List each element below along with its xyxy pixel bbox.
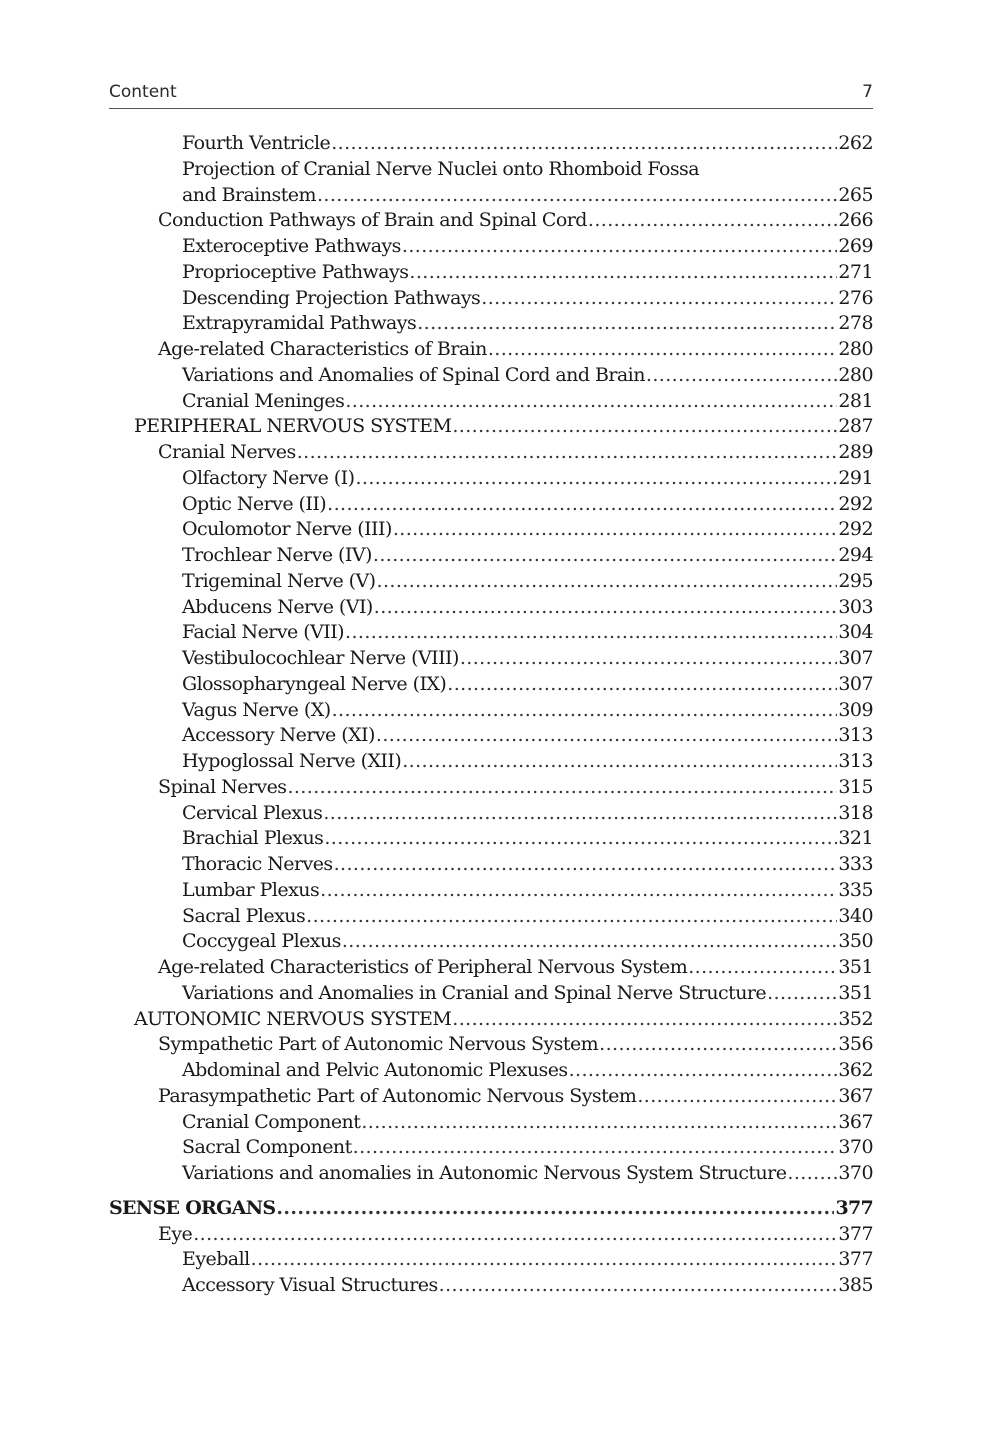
toc-entry: [109, 723, 873, 749]
toc-entry: [109, 1058, 873, 1084]
toc-entry-title: Glossopharyngeal Nerve (IX): [182, 672, 447, 695]
toc-entry-page: 303: [838, 595, 873, 618]
toc-entry: [109, 414, 873, 440]
toc-entry-title: Variations and Anomalies of Spinal Cord and Brain: [182, 363, 645, 386]
dot-leader: [355, 466, 837, 492]
dot-leader: [193, 1222, 837, 1248]
page-number: 7: [862, 82, 873, 102]
dot-leader: [377, 569, 838, 595]
toc-entry-title: Age-related Characteristics of Brain: [158, 338, 487, 360]
toc-entry: [109, 157, 873, 183]
toc-entry: [109, 646, 873, 672]
toc-entry-page: 266: [838, 209, 873, 232]
toc-entry-title: Sacral Plexus: [182, 904, 306, 927]
toc-entry-title: Cranial Component: [182, 1110, 361, 1133]
toc-entry: [109, 1135, 873, 1161]
toc-entry-page: 367: [838, 1110, 873, 1133]
toc-entry-title: Extrapyramidal Pathways: [182, 312, 417, 335]
toc-entry-title: Sympathetic Part of Autonomic Nervous System: [158, 1033, 599, 1056]
toc-entry: [109, 363, 873, 389]
toc-entry: [109, 698, 873, 724]
toc-entry-page: 291: [838, 466, 873, 489]
toc-entry: [109, 1110, 873, 1136]
toc-entry-page: 321: [838, 827, 873, 850]
dot-leader: [287, 775, 837, 801]
dot-leader: [306, 904, 837, 930]
toc-entry-title: Descending Projection Pathways: [182, 286, 481, 309]
toc-entry-page: 313: [838, 724, 873, 747]
dot-leader: [439, 1273, 838, 1299]
toc-entry-page: 278: [838, 312, 873, 335]
toc-entry-title: Proprioceptive Pathways: [182, 260, 409, 283]
toc-entry-page: 362: [838, 1059, 873, 1081]
toc-entry-page: 287: [838, 415, 873, 438]
toc-entry-title: Eyeball: [182, 1248, 250, 1271]
dot-leader: [276, 1196, 834, 1222]
toc-entry: [109, 1196, 873, 1222]
toc-entry-page: 307: [838, 647, 873, 669]
dot-leader: [599, 1032, 837, 1058]
dot-leader: [342, 929, 838, 955]
toc-entry: [109, 337, 873, 363]
dot-leader: [317, 183, 837, 209]
toc-entry-title: Variations and anomalies in Autonomic Nervous System Structure: [182, 1162, 787, 1184]
dot-leader: [417, 311, 837, 337]
toc-entry: [109, 286, 873, 312]
running-head-title: Content: [109, 82, 177, 102]
toc-entry-page: 309: [838, 698, 873, 721]
toc-entry-title: Accessory Visual Structures: [182, 1274, 438, 1296]
dot-leader: [460, 646, 838, 672]
toc-entry: [109, 955, 873, 981]
toc-entry-title: Trochlear Nerve (IV): [182, 544, 372, 566]
toc-entry: [109, 1084, 873, 1110]
toc-entry-page: 313: [838, 750, 873, 772]
toc-entry: [109, 389, 873, 415]
toc-entry-page: 340: [838, 904, 873, 927]
toc-entry: [109, 1247, 873, 1273]
toc-entry-title: Vagus Nerve (X): [182, 698, 331, 721]
toc-entry-title: AUTONOMIC NERVOUS SYSTEM: [134, 1007, 452, 1030]
toc-entry: [109, 466, 873, 492]
toc-entry-title: Accessory Nerve (XI): [182, 724, 375, 747]
toc-entry: [109, 878, 873, 904]
dot-leader: [297, 440, 838, 466]
toc-entry-page: 377: [835, 1196, 873, 1219]
dot-leader: [327, 492, 837, 518]
toc-entry: [109, 543, 873, 569]
toc-entry-title: Cranial Meninges: [182, 389, 345, 412]
toc-entry: [109, 234, 873, 260]
toc-entry-title: Cervical Plexus: [182, 801, 323, 824]
toc-entry-page: 370: [838, 1162, 873, 1184]
toc-entry-page: 318: [838, 801, 873, 824]
toc-entry-page: 262: [838, 132, 873, 154]
toc-entry-page: 276: [838, 286, 873, 309]
toc-entry: [109, 981, 873, 1007]
toc-entry-page: 352: [838, 1007, 873, 1030]
dot-leader: [488, 337, 838, 363]
dot-leader: [447, 672, 837, 698]
toc-entry-page: 271: [838, 260, 873, 283]
toc-entry-title: Projection of Cranial Nerve Nuclei onto Rhomboid Fossa: [182, 157, 700, 180]
dot-leader: [345, 389, 837, 415]
toc-entry: [109, 852, 873, 878]
toc-entry-page: 377: [838, 1222, 873, 1245]
toc-entry-page: 356: [838, 1033, 873, 1056]
toc-entry-title: Eye: [158, 1222, 193, 1245]
toc-entry-page: 351: [838, 956, 873, 978]
toc-entry-title: Trigeminal Nerve (V): [182, 569, 376, 592]
toc-entry: [109, 749, 873, 775]
toc-entry-title: SENSE ORGANS: [109, 1196, 276, 1219]
toc-entry: [109, 672, 873, 698]
toc-entry-page: 367: [838, 1084, 873, 1107]
toc-entry: [109, 260, 873, 286]
dot-leader: [637, 1084, 837, 1110]
toc-entry: [109, 311, 873, 337]
toc-entry: [109, 775, 873, 801]
toc-entry: [109, 904, 873, 930]
dot-leader: [569, 1058, 838, 1084]
toc-entry: [109, 569, 873, 595]
toc-entry-title: Exteroceptive Pathways: [182, 235, 401, 257]
table-of-contents: [109, 131, 873, 1299]
dot-leader: [345, 620, 837, 646]
toc-entry-title: Conduction Pathways of Brain and Spinal Cord: [158, 209, 587, 232]
toc-entry-page: 315: [838, 775, 873, 798]
dot-leader: [481, 286, 837, 312]
toc-entry-page: 335: [838, 878, 873, 901]
dot-leader: [324, 826, 837, 852]
toc-entry-page: 370: [838, 1136, 873, 1159]
dot-leader: [767, 981, 837, 1007]
dot-leader: [787, 1161, 837, 1187]
dot-leader: [452, 414, 837, 440]
dot-leader: [452, 1007, 837, 1033]
toc-entry: [109, 1032, 873, 1058]
dot-leader: [376, 723, 838, 749]
toc-entry-page: 333: [838, 853, 873, 875]
toc-entry-title: Brachial Plexus: [182, 827, 324, 850]
toc-entry: [109, 183, 873, 209]
dot-leader: [393, 517, 838, 543]
dot-leader: [331, 131, 837, 157]
toc-entry: [109, 208, 873, 234]
toc-entry-title: Abducens Nerve (VI): [182, 595, 373, 618]
toc-entry-title: Optic Nerve (II): [182, 492, 327, 515]
toc-entry-title: Fourth Ventricle: [182, 132, 331, 154]
dot-leader: [373, 543, 838, 569]
toc-entry-page: 304: [838, 621, 873, 644]
toc-entry: [109, 1273, 873, 1299]
dot-leader: [374, 595, 838, 621]
dot-leader: [332, 698, 838, 724]
toc-entry-page: 385: [838, 1274, 873, 1296]
dot-leader: [409, 260, 837, 286]
toc-entry-title: Vestibulocochlear Nerve (VIII): [182, 647, 459, 669]
toc-entry: [109, 1161, 873, 1187]
toc-entry-title: Cranial Nerves: [158, 441, 296, 463]
toc-entry-title: Age-related Characteristics of Peripheral Nervous System: [158, 956, 688, 978]
toc-entry: [109, 440, 873, 466]
toc-entry: [109, 131, 873, 157]
toc-entry-title: PERIPHERAL NERVOUS SYSTEM: [134, 415, 452, 438]
toc-entry-title: Oculomotor Nerve (III): [182, 518, 392, 541]
toc-entry: [109, 826, 873, 852]
toc-entry-page: 350: [838, 930, 873, 953]
toc-entry: [109, 801, 873, 827]
dot-leader: [361, 1110, 837, 1136]
toc-entry-page: 294: [838, 544, 873, 566]
toc-entry-page: 351: [838, 981, 873, 1004]
dot-leader: [688, 955, 837, 981]
toc-entry-title: Lumbar Plexus: [182, 878, 320, 901]
header-rule: [109, 108, 873, 109]
toc-entry-page: 295: [838, 569, 873, 592]
toc-entry-title: Hypoglossal Nerve (XII): [182, 750, 402, 772]
toc-entry-title: Coccygeal Plexus: [182, 930, 341, 953]
dot-leader: [251, 1247, 838, 1273]
toc-entry-title: Facial Nerve (VII): [182, 621, 345, 644]
dot-leader: [334, 852, 838, 878]
toc-entry-title: Thoracic Nerves: [182, 853, 333, 875]
toc-entry-title: and Brainstem: [182, 183, 316, 206]
toc-entry: [109, 595, 873, 621]
toc-entry-title: Olfactory Nerve (I): [182, 466, 355, 489]
dot-leader: [588, 208, 837, 234]
dot-leader: [402, 234, 838, 260]
toc-entry: [109, 1007, 873, 1033]
toc-entry-page: 377: [838, 1248, 873, 1271]
toc-entry-title: Abdominal and Pelvic Autonomic Plexuses: [182, 1059, 568, 1081]
toc-entry-title: Sacral Component: [182, 1136, 352, 1159]
toc-entry: [109, 492, 873, 518]
toc-entry: [109, 620, 873, 646]
toc-entry-title: Parasympathetic Part of Autonomic Nervous System: [158, 1084, 637, 1107]
toc-entry-title: Variations and Anomalies in Cranial and Spinal Nerve Structure: [182, 981, 767, 1004]
toc-entry-page: 307: [838, 672, 873, 695]
dot-leader: [646, 363, 837, 389]
toc-entry-page: 289: [838, 441, 873, 463]
toc-entry-page: 280: [838, 338, 873, 360]
toc-entry-page: 269: [838, 235, 873, 257]
toc-entry-page: 292: [838, 518, 873, 541]
toc-entry: [109, 517, 873, 543]
toc-entry-page: 280: [838, 363, 873, 386]
toc-entry: [109, 1222, 873, 1248]
toc-entry-page: 281: [838, 389, 873, 412]
toc-entry-page: 292: [838, 492, 873, 515]
dot-leader: [353, 1135, 838, 1161]
dot-leader: [402, 749, 837, 775]
toc-entry: [109, 929, 873, 955]
dot-leader: [320, 878, 837, 904]
dot-leader: [323, 801, 837, 827]
toc-entry-title: Spinal Nerves: [158, 775, 287, 798]
toc-entry-page: 265: [838, 183, 873, 206]
